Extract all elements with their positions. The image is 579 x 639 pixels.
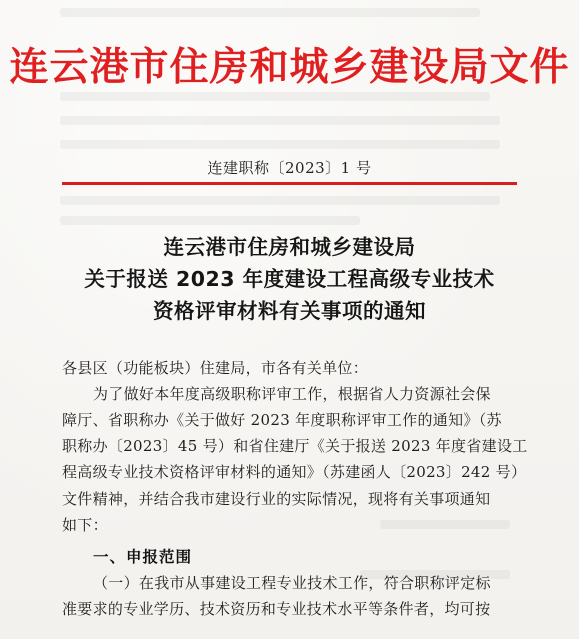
- bleed-through-mark: [60, 8, 480, 17]
- red-divider-line: [62, 182, 517, 185]
- bleed-through-mark: [60, 116, 500, 125]
- body-line: 文件精神，并结合我市建设行业的实际情况，现将有关事项通知: [62, 490, 491, 508]
- body-line: 障厅、省职称办《关于做好 2023 年度职称评审工作的通知》（苏: [62, 411, 502, 429]
- section-body-line: 准要求的专业学历、技术资历和专业技术水平等条件者，均可按: [62, 600, 491, 618]
- bleed-through-mark: [60, 196, 500, 205]
- subject-line-3: 资格评审材料有关事项的通知: [153, 299, 426, 323]
- subject-line-2: 关于报送 2023 年度建设工程高级专业技术: [84, 267, 495, 291]
- bleed-through-mark: [60, 216, 360, 225]
- body-line: 为了做好本年度高级职称评审工作，根据省人力资源社会保: [93, 385, 491, 403]
- salutation: 各县区（功能板块）住建局，市各有关单位：: [62, 359, 369, 377]
- bleed-through-mark: [60, 140, 500, 149]
- bleed-through-mark: [60, 92, 490, 101]
- section-heading: 一、申报范围: [93, 548, 193, 566]
- section-body-line: （一）在我市从事建设工程专业技术工作，符合职称评定标: [93, 574, 491, 592]
- body-line: 程高级专业技术资格评审材料的通知》（苏建函人〔2023〕242 号）: [62, 463, 527, 481]
- bleed-through-mark: [380, 520, 510, 529]
- body-line: 如下：: [62, 516, 108, 534]
- document-header-title: 连云港市住房和城乡建设局文件: [9, 45, 570, 90]
- subject-line-1: 连云港市住房和城乡建设局: [163, 235, 416, 259]
- document-number: 连建职称〔2023〕1 号: [207, 159, 372, 177]
- body-line: 职称办〔2023〕45 号）和省住建厅《关于报送 2023 年度省建设工: [62, 437, 528, 455]
